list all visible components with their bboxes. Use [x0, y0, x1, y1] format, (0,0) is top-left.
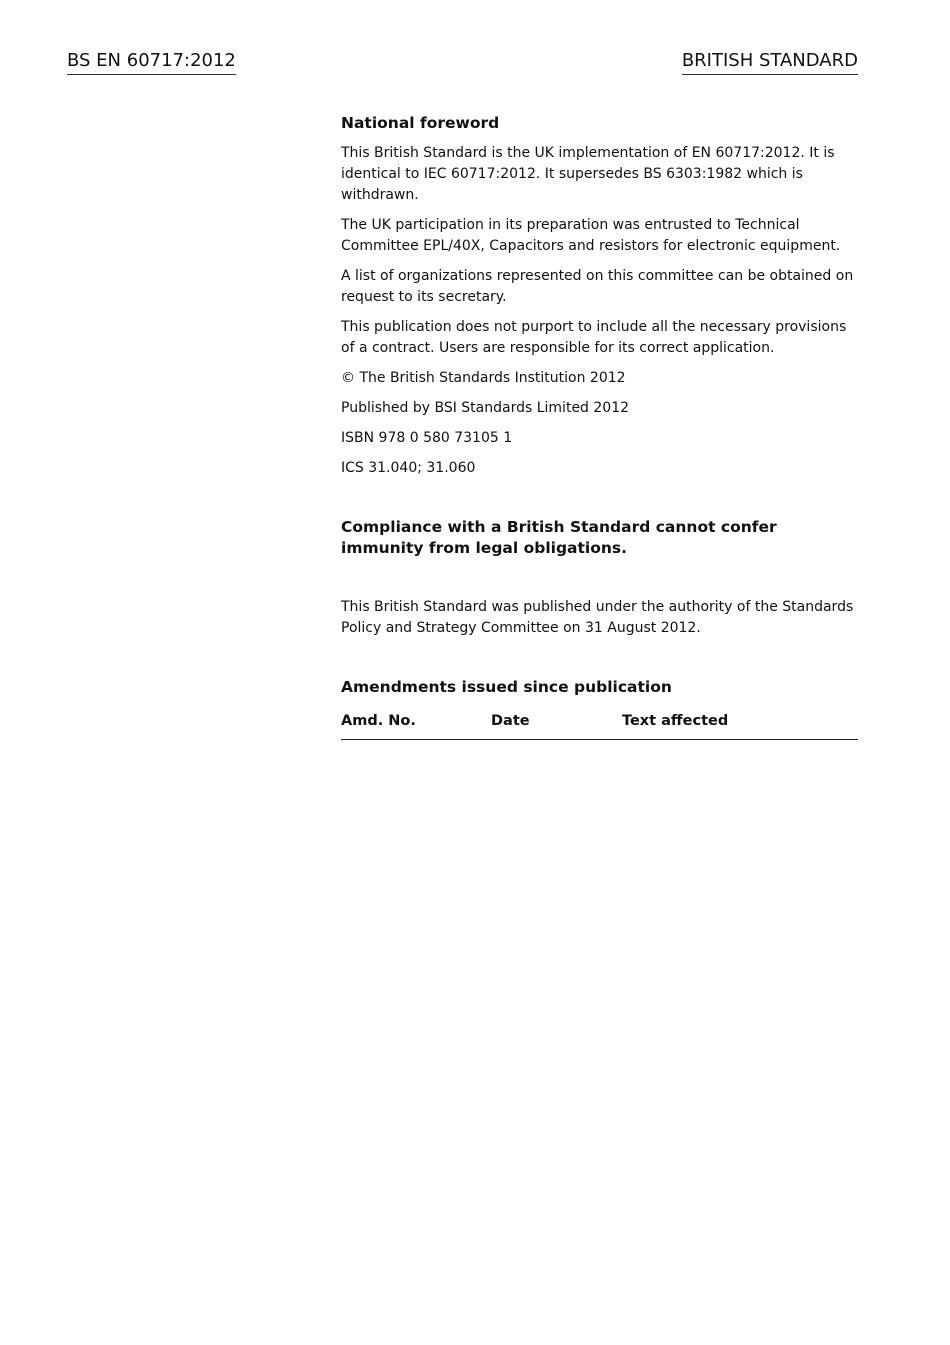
foreword-paragraph-provisions: This publication does not purport to include all the necessary provisions of a contract. Users are responsible for its correct application. — [341, 319, 847, 356]
column-header-amd-no: Amd. No. — [341, 713, 416, 729]
amendments-table-header — [341, 711, 858, 740]
isbn-line: ISBN 978 0 580 73105 1 — [341, 430, 513, 446]
publisher-line: Published by BSI Standards Limited 2012 — [341, 400, 630, 416]
foreword-heading: National foreword — [341, 114, 500, 132]
document-number: BS EN 60717:2012 — [67, 50, 236, 75]
foreword-paragraph-committee: The UK participation in its preparation was entrusted to Technical Committee EPL/40X, Capacitors and resistors for electronic equipment. — [341, 217, 841, 254]
standard-label: BRITISH STANDARD — [682, 50, 858, 75]
ics-line: ICS 31.040; 31.060 — [341, 460, 476, 476]
authority-statement: This British Standard was published under the authority of the Standards Policy and Strategy Committee on 31 August 2012. — [341, 599, 854, 636]
foreword-paragraph-organizations: A list of organizations represented on this committee can be obtained on request to its secretary. — [341, 268, 854, 305]
foreword-paragraph-implementation: This British Standard is the UK implementation of EN 60717:2012. It is identical to IEC 60717:2012. It supersedes BS 6303:1982 which is withdrawn. — [341, 145, 835, 203]
amendments-heading: Amendments issued since publication — [341, 678, 672, 696]
foreword-section — [341, 113, 858, 740]
compliance-statement: Compliance with a British Standard cannot confer immunity from legal obligations. — [341, 518, 777, 557]
copyright-line: © The British Standards Institution 2012 — [341, 370, 626, 386]
column-header-text-affected: Text affected — [622, 713, 729, 729]
column-header-date: Date — [491, 713, 530, 729]
